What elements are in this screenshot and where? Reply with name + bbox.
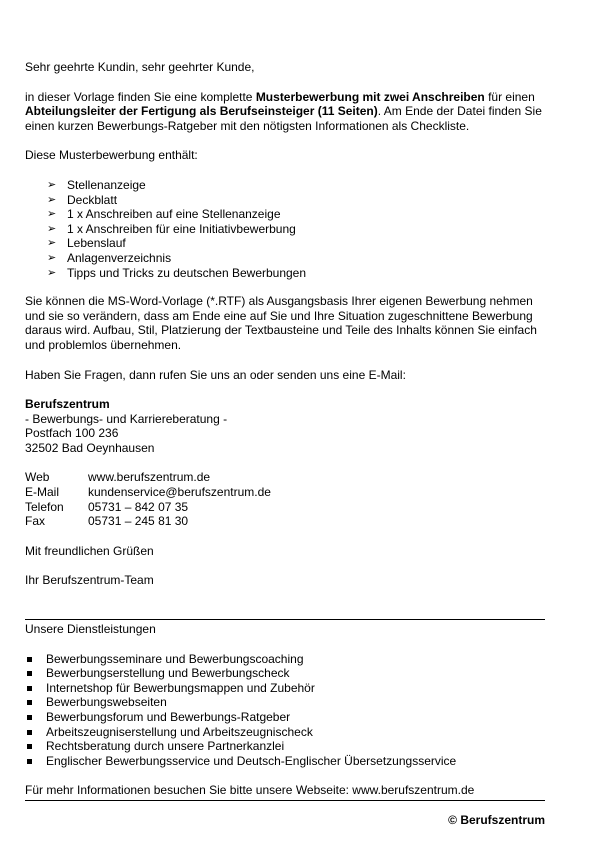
contact-label: Telefon xyxy=(25,499,64,514)
contact-row-email xyxy=(25,485,271,500)
contact-label: Fax xyxy=(25,514,46,529)
contact-phone: 05731 – 842 07 35 xyxy=(88,499,189,514)
square-bullet-icon xyxy=(27,730,32,735)
arrow-bullet-icon: ➢ xyxy=(47,208,57,221)
usage-paragraph: Sie können die MS-Word-Vorlage (*.RTF) als Ausgangsbasis Ihrer eigenen Bewerbung nehmen und sie so verändern, dass am Ende eine auf Sie und Ihre Situation zugeschnittene Bewerbung daraus wird. Aufbau, Stil, Platzierung der Textbausteine und Teile des Inhalts können Sie einfach und problemlos übernehmen. xyxy=(25,294,537,352)
arrow-bullet-icon: ➢ xyxy=(47,237,57,250)
arrow-bullet-icon: ➢ xyxy=(47,178,57,191)
list-item: Internetshop für Bewerbungsmappen und Zubehör xyxy=(25,681,545,696)
list-item: ➢ Tipps und Tricks zu deutschen Bewerbungen xyxy=(47,265,307,280)
list-item: ➢ 1 x Anschreiben für eine Initiativbewerbung xyxy=(47,221,296,236)
contact-email-link[interactable]: kundenservice@berufszentrum.de xyxy=(88,485,271,500)
contact-label: E-Mail xyxy=(25,485,60,500)
contact-row-web xyxy=(25,470,271,485)
copyright: © Berufszentrum xyxy=(448,812,545,827)
company-name: Berufszentrum xyxy=(25,397,110,412)
greeting: Sehr geehrte Kundin, sehr geehrter Kunde, xyxy=(25,60,255,74)
square-bullet-icon xyxy=(27,657,32,662)
company-city: 32502 Bad Oeynhausen xyxy=(25,440,155,455)
square-bullet-icon xyxy=(27,671,32,676)
signature-line: Ihr Berufszentrum-Team xyxy=(25,573,154,588)
list-item: Englischer Bewerbungsservice und Deutsch-Englischer Übersetzungsservice xyxy=(25,754,545,769)
company-postbox: Postfach 100 236 xyxy=(25,426,119,441)
contact-table xyxy=(25,470,271,528)
closing-line: Mit freundlichen Grüßen xyxy=(25,543,154,558)
list-item: ➢ Deckblatt xyxy=(47,192,118,207)
arrow-bullet-icon: ➢ xyxy=(47,251,57,264)
square-bullet-icon xyxy=(27,744,32,749)
contact-label: Web xyxy=(25,470,50,485)
intro-text-2: für einen xyxy=(484,89,535,104)
intro-bold-1: Musterbewerbung mit zwei Anschreiben xyxy=(255,89,485,104)
intro-bold-2: Abteilungsleiter der Fertigung als Berufseinsteiger (11 Seiten) xyxy=(25,104,378,119)
arrow-bullet-icon: ➢ xyxy=(47,266,57,279)
list-item: Bewerbungsforum und Bewerbungs-Ratgeber xyxy=(25,710,545,725)
list-item: ➢ Anlagenverzeichnis xyxy=(47,250,172,265)
intro-text-1: in dieser Vorlage finden Sie eine komplette xyxy=(25,89,256,104)
arrow-bullet-icon: ➢ xyxy=(47,222,57,235)
square-bullet-icon xyxy=(27,686,32,691)
list-item: Bewerbungswebseiten xyxy=(25,695,545,710)
contact-row-fax xyxy=(25,514,271,529)
address-block xyxy=(25,397,545,455)
list-item: Bewerbungserstellung und Bewerbungscheck xyxy=(25,666,545,681)
document-page xyxy=(25,60,545,828)
list-item: Arbeitszeugniserstellung und Arbeitszeugnischeck xyxy=(25,725,545,740)
list-item: ➢ Stellenanzeige xyxy=(47,177,146,192)
square-bullet-icon xyxy=(27,715,32,720)
list-item: ➢ 1 x Anschreiben auf eine Stellenanzeige xyxy=(47,207,281,222)
intro-paragraph xyxy=(25,90,545,134)
company-tagline: - Bewerbungs- und Karriereberatung - xyxy=(25,411,228,426)
square-bullet-icon xyxy=(27,700,32,705)
contact-row-phone xyxy=(25,500,271,515)
divider-bottom xyxy=(25,800,545,801)
list-item: Bewerbungsseminare und Bewerbungscoaching xyxy=(25,652,545,667)
contents-heading: Diese Musterbewerbung enthält: xyxy=(25,148,198,163)
divider-top xyxy=(25,619,545,620)
services-list xyxy=(25,652,545,769)
more-info-line: Für mehr Informationen besuchen Sie bitte unsere Webseite: www.berufszentrum.de xyxy=(25,783,475,798)
intro-text-3: . Am Ende der Datei finden Sie einen kurzen Bewerbungs-Ratgeber mit den nötigsten Informationen als Checkliste. xyxy=(25,104,542,133)
contact-fax: 05731 – 245 81 30 xyxy=(88,514,189,529)
questions-line: Haben Sie Fragen, dann rufen Sie uns an oder senden uns eine E-Mail: xyxy=(25,367,406,382)
list-item: ➢ Lebenslauf xyxy=(47,236,126,251)
contents-list xyxy=(25,178,545,280)
services-heading: Unsere Dienstleistungen xyxy=(25,622,156,637)
list-item: Rechtsberatung durch unsere Partnerkanzlei xyxy=(25,739,545,754)
contact-web-link[interactable]: www.berufszentrum.de xyxy=(88,470,211,485)
arrow-bullet-icon: ➢ xyxy=(47,193,57,206)
square-bullet-icon xyxy=(27,759,32,764)
